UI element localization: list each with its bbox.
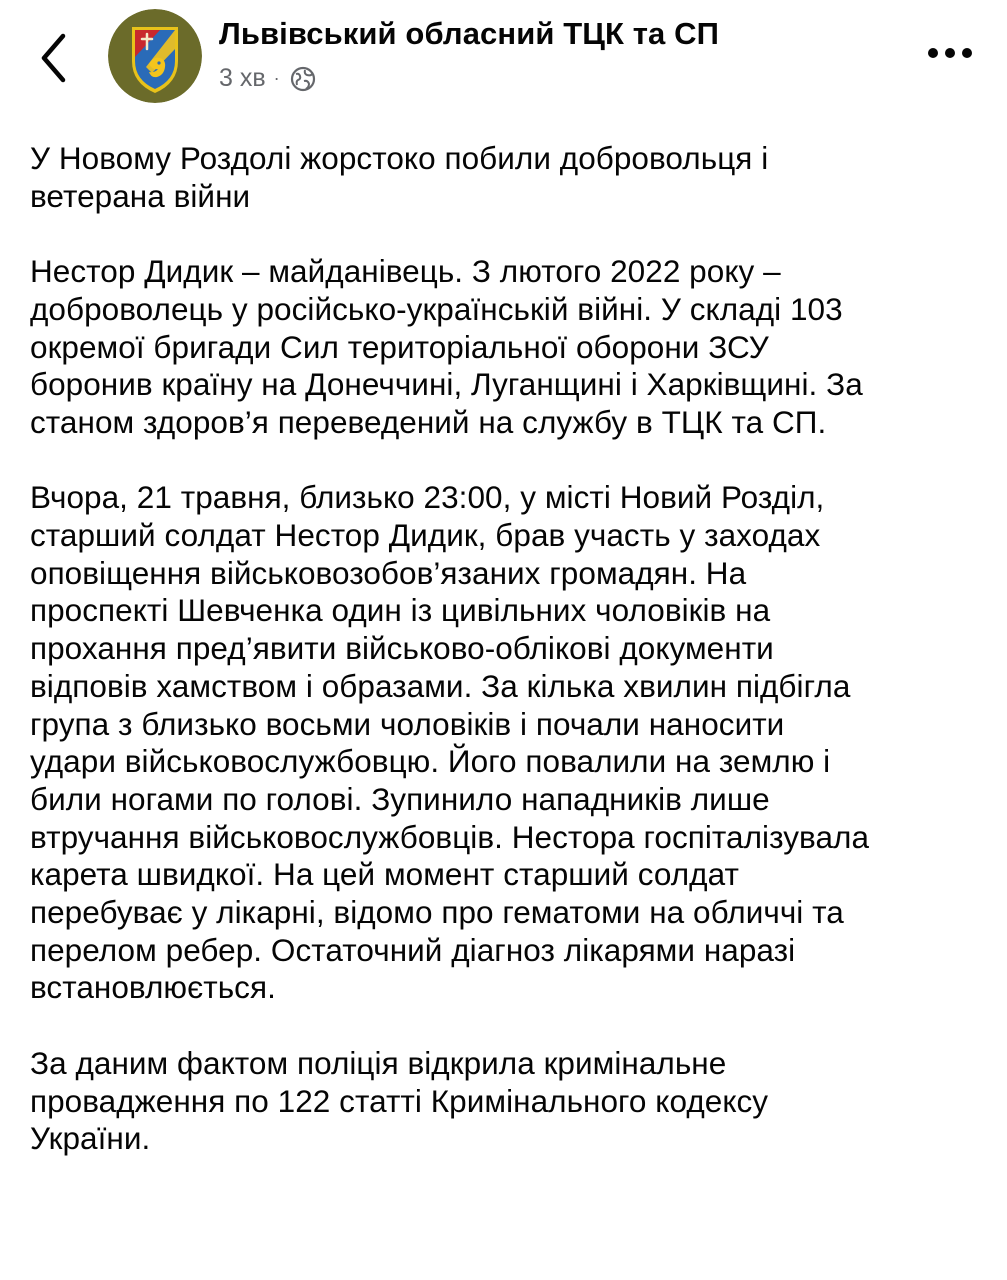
coat-of-arms-emblem	[108, 9, 202, 103]
post-paragraph-bio: Нестор Дидик – майданівець. З лютого 2022 року – доброволець у російсько-українській війні. У складі 103 окремої бригади Сил територіальної оборони ЗСУ боронив країну на Донеччині, Луганщині і Харківщині. За станом здоров’я переведений на службу в ТЦК та СП.	[30, 253, 863, 440]
meta-separator: ·	[273, 68, 280, 88]
back-button[interactable]	[30, 28, 80, 88]
page-name-link[interactable]: Львівський обласний ТЦК та СП	[219, 16, 719, 51]
page-avatar[interactable]	[108, 9, 202, 103]
post-text	[30, 140, 980, 1196]
post-header	[0, 0, 1007, 110]
post-paragraph-police: За даним фактом поліція відкрила кримінальне провадження по 122 статті Кримінального кодексу України.	[30, 1044, 769, 1157]
more-options-button[interactable]	[922, 38, 978, 68]
more-dots-icon	[922, 38, 978, 68]
post-meta	[219, 64, 316, 93]
post-title-paragraph: У Новому Роздолі жорстоко побили добровольця і ветерана війни	[30, 140, 769, 214]
globe-icon	[290, 66, 316, 92]
post-timestamp[interactable]: 3 хв	[219, 64, 266, 92]
chevron-left-icon	[30, 28, 80, 88]
post-paragraph-incident: Вчора, 21 травня, близько 23:00, у місті Новий Розділ, старший солдат Нестор Дидик, брав участь у заходах оповіщення військовозобов’язаних громадян. На проспекті Шевченка один із цивільних чоловіків на прохання пред’явити військово-облікові документи відповів хамством і образами. За кілька хвилин підбігла група з близько восьми чоловіків і почали наносити удари військовослужбовцю. Його повалили на землю і били ногами по голові. Зупинило нападників лише втручання військовослужбовців. Нестора госпіталізувала карета швидкої. На цей момент старший солдат перебуває у лікарні, відомо про гематоми на обличчі та перелом ребер. Остаточний діагноз лікарями наразі встановлюється.	[30, 479, 870, 1006]
